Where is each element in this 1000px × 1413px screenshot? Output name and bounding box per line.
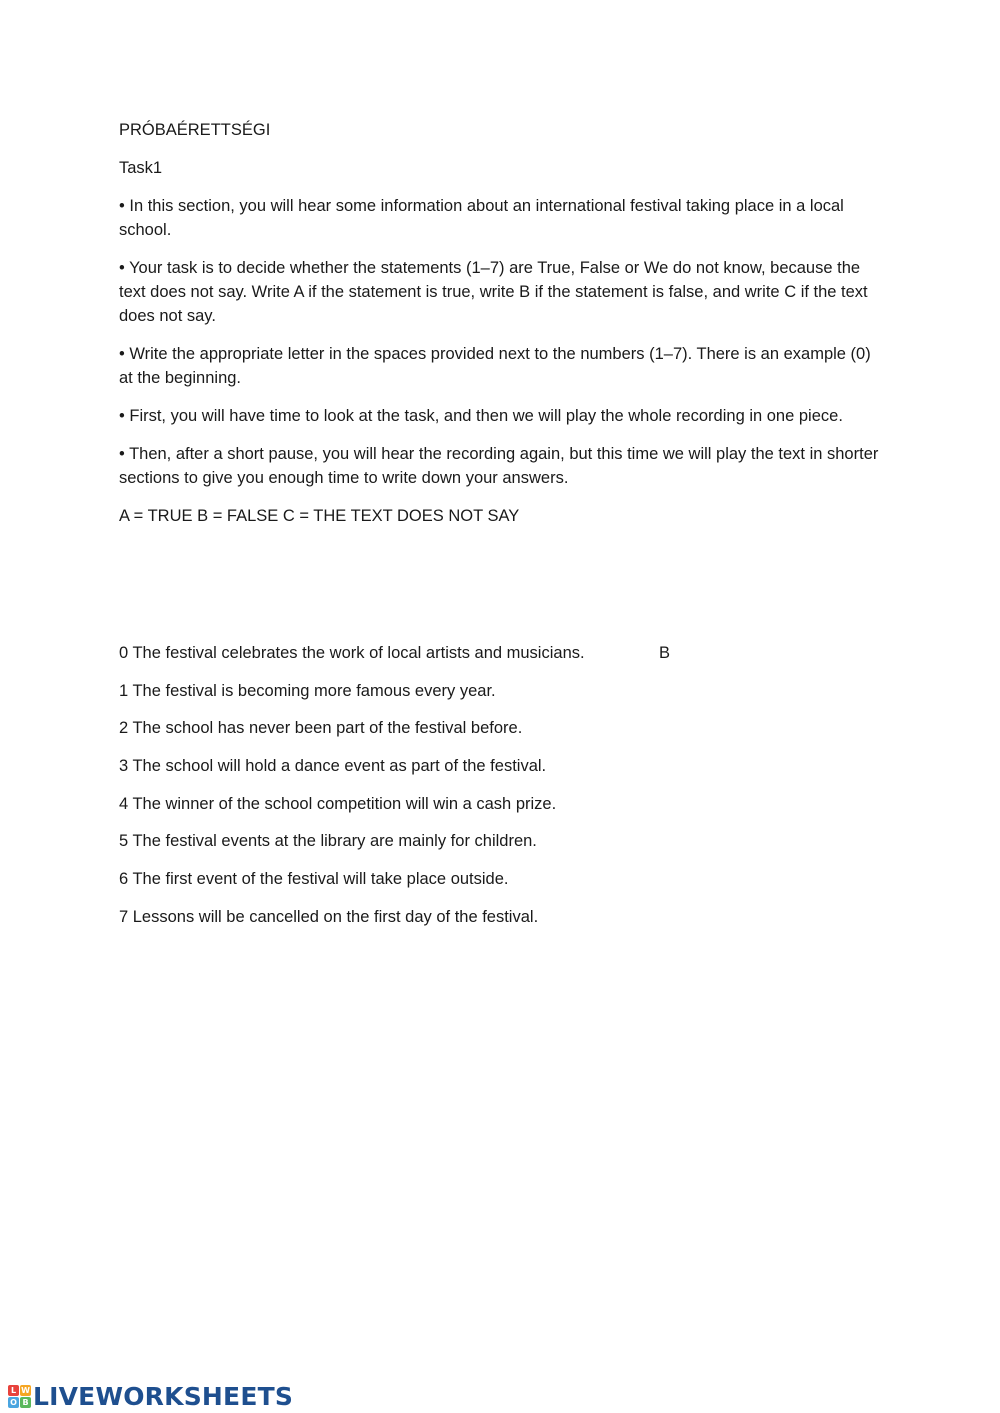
instruction-5: • Then, after a short pause, you will hear the recording again, but this time we will play the text in shorter sections to give you enough time to write down your answers. <box>119 445 879 487</box>
statement-row <box>119 679 887 703</box>
statement-list <box>119 641 887 943</box>
statement-row <box>119 867 887 891</box>
statement-text: 1 The festival is becoming more famous every year. <box>119 681 496 700</box>
logo-tile-icon: W <box>21 1385 30 1395</box>
task-label: Task1 <box>119 159 163 177</box>
logo-tile-icon: L <box>8 1385 19 1396</box>
statement-text: 0 The festival celebrates the work of local artists and musicians. <box>119 644 585 662</box>
statement-row <box>119 905 887 929</box>
statement-row <box>119 641 887 665</box>
statement-row <box>119 792 887 816</box>
logo-grid-icon <box>8 1385 31 1408</box>
instruction-1: • In this section, you will hear some information about an international festival taking place in a local school. <box>119 197 844 239</box>
page-title: PRÓBAÉRETTSÉGI <box>119 121 271 139</box>
statement-text: 4 The winner of the school competition will win a cash prize. <box>119 794 557 813</box>
answer-key-legend: A = TRUE B = FALSE C = THE TEXT DOES NOT SAY <box>119 507 520 525</box>
statement-text: 5 The festival events at the library are mainly for children. <box>119 832 537 851</box>
liveworksheets-logo[interactable] <box>8 1381 293 1411</box>
logo-tile-icon: B <box>20 1397 31 1408</box>
statement-row <box>119 829 887 853</box>
worksheet-content <box>119 118 887 528</box>
statement-text: 7 Lessons will be cancelled on the first day of the festival. <box>119 907 539 926</box>
logo-wordmark: LIVEWORKSHEETS <box>33 1381 294 1411</box>
statement-text: 2 The school has never been part of the festival before. <box>119 719 523 738</box>
statement-row <box>119 716 887 740</box>
statement-row <box>119 754 887 778</box>
instruction-3: • Write the appropriate letter in the spaces provided next to the numbers (1–7). There is an example (0) at the beginning. <box>119 345 871 387</box>
answer-field[interactable]: B <box>659 644 671 662</box>
statement-text: 3 The school will hold a dance event as part of the festival. <box>119 757 547 776</box>
logo-tile-icon: O <box>8 1397 19 1408</box>
instruction-2: • Your task is to decide whether the statements (1–7) are True, False or We do not know, because the text does not say. Write A if the statement is true, write B if the statement is false, and write C if the text does not say. <box>119 259 868 325</box>
statement-text: 6 The first event of the festival will take place outside. <box>119 870 509 889</box>
instruction-4: • First, you will have time to look at the task, and then we will play the whole recording in one piece. <box>119 407 843 425</box>
